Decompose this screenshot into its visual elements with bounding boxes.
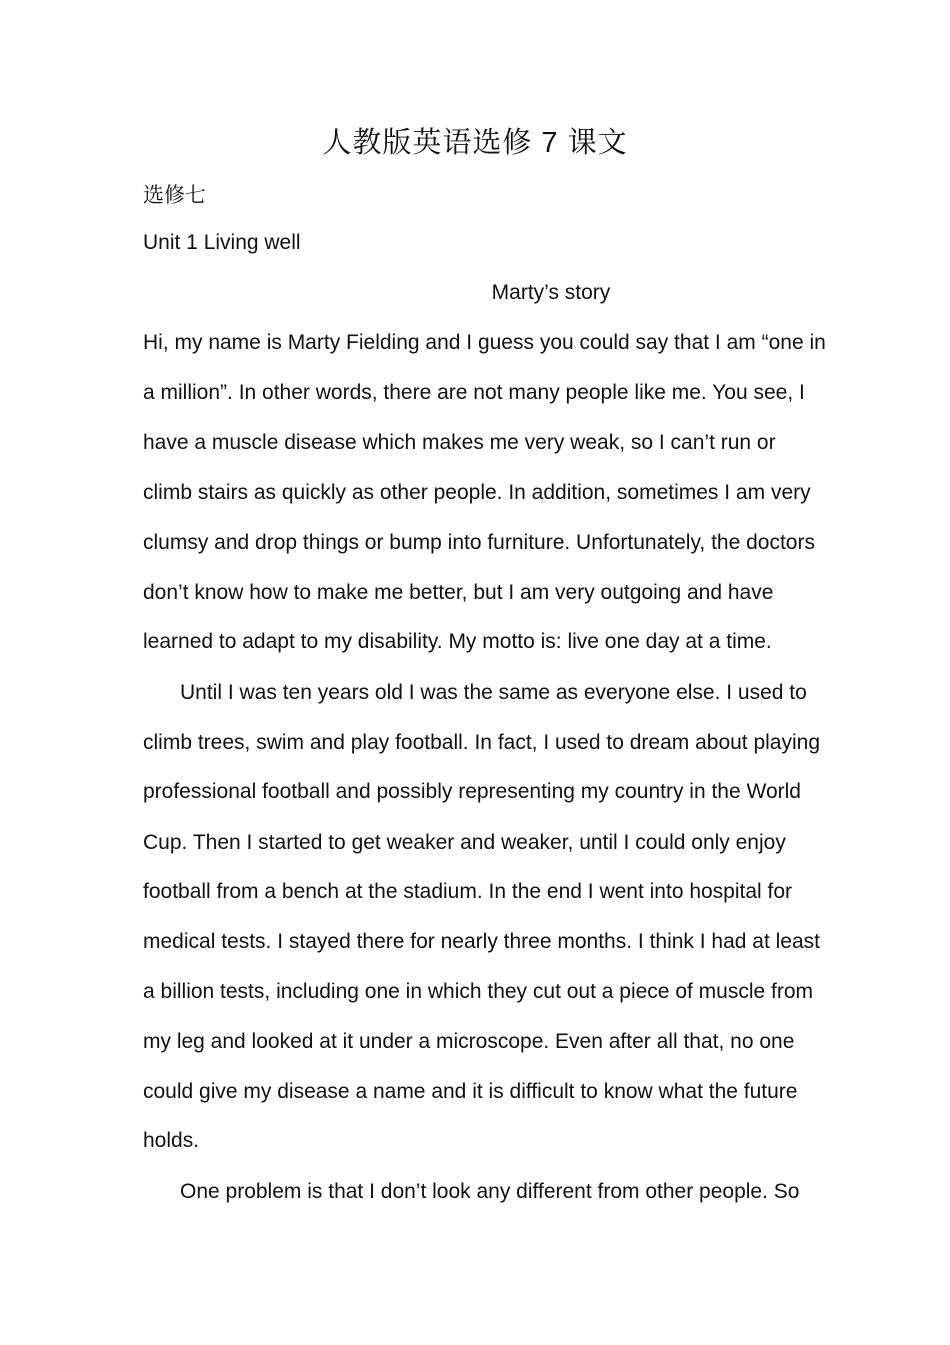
text-line: my leg and looked at it under a microscope. Even after all that, no one bbox=[143, 1030, 795, 1053]
unit-heading: Unit 1 Living well bbox=[143, 231, 301, 254]
text-line: Hi, my name is Marty Fielding and I guess you could say that I am “one in bbox=[143, 331, 826, 354]
text-line: football from a bench at the stadium. In the end I went into hospital for bbox=[143, 880, 793, 903]
story-title: Marty’s story bbox=[491, 281, 611, 304]
text-line: climb stairs as quickly as other people. In addition, sometimes I am very bbox=[143, 481, 811, 504]
text-line: a billion tests, including one in which they cut out a piece of muscle from bbox=[143, 980, 814, 1003]
text-line: Until I was ten years old I was the same as everyone else. I used to bbox=[180, 681, 807, 704]
document-title: 人教版英语选修 7 课文 bbox=[322, 127, 628, 159]
text-line: learned to adapt to my disability. My motto is: live one day at a time. bbox=[143, 630, 772, 653]
text-line: One problem is that I don’t look any different from other people. So bbox=[180, 1180, 800, 1203]
text-line: clumsy and drop things or bump into furniture. Unfortunately, the doctors bbox=[143, 531, 815, 554]
text-line: don’t know how to make me better, but I am very outgoing and have bbox=[143, 581, 774, 604]
text-line: Cup. Then I started to get weaker and weaker, until I could only enjoy bbox=[143, 831, 786, 854]
text-line: climb trees, swim and play football. In fact, I used to dream about playing bbox=[143, 731, 821, 754]
text-line: have a muscle disease which makes me very weak, so I can’t run or bbox=[143, 431, 776, 454]
text-line: holds. bbox=[143, 1129, 200, 1152]
text-line: a million”. In other words, there are not many people like me. You see, I bbox=[143, 381, 805, 404]
text-line: medical tests. I stayed there for nearly three months. I think I had at least bbox=[143, 930, 821, 953]
section-label: 选修七 bbox=[143, 184, 206, 207]
text-line: professional football and possibly representing my country in the World bbox=[143, 780, 801, 803]
text-line: could give my disease a name and it is difficult to know what the future bbox=[143, 1080, 798, 1103]
